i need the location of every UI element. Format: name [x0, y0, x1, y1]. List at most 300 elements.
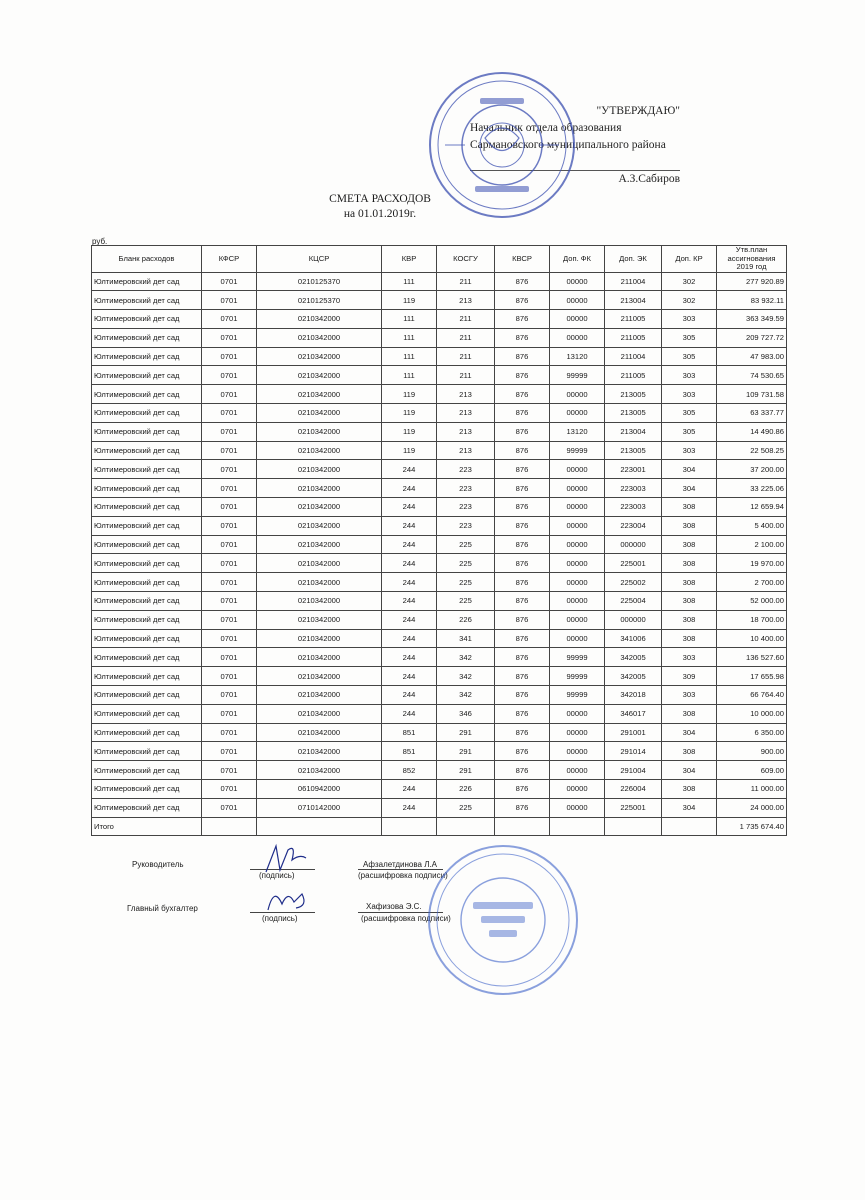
- table-cell: Юлтимеровский дет сад: [92, 592, 202, 611]
- table-cell: 0701: [202, 742, 257, 761]
- table-cell: 99999: [550, 441, 605, 460]
- table-cell: Юлтимеровский дет сад: [92, 723, 202, 742]
- table-cell: 136 527.60: [717, 648, 787, 667]
- table-cell: 291001: [605, 723, 662, 742]
- table-cell: 00000: [550, 629, 605, 648]
- table-cell: 876: [495, 742, 550, 761]
- column-header: Доп. КР: [662, 246, 717, 273]
- table-row: [92, 723, 787, 742]
- table-cell: 00000: [550, 272, 605, 291]
- table-cell: 66 764.40: [717, 686, 787, 705]
- table-cell: 00000: [550, 535, 605, 554]
- table-cell: 303: [662, 310, 717, 329]
- table-cell: 341: [437, 629, 495, 648]
- document-title: СМЕТА РАСХОДОВ: [329, 193, 431, 205]
- column-header: КОСГУ: [437, 246, 495, 273]
- table-cell: 213004: [605, 291, 662, 310]
- table-row: [92, 404, 787, 423]
- table-cell: 00000: [550, 573, 605, 592]
- table-cell: 223003: [605, 479, 662, 498]
- table-cell: 304: [662, 460, 717, 479]
- table-cell: 0701: [202, 535, 257, 554]
- table-cell: 308: [662, 573, 717, 592]
- table-cell: 876: [495, 535, 550, 554]
- table-cell: 225: [437, 592, 495, 611]
- table-cell: 13120: [550, 347, 605, 366]
- table-cell: 0701: [202, 385, 257, 404]
- table-cell: 0701: [202, 347, 257, 366]
- table-cell: 876: [495, 780, 550, 799]
- accountant-handwritten-signature: [262, 884, 312, 916]
- table-cell: 244: [382, 498, 437, 517]
- table-row: [92, 272, 787, 291]
- table-cell: Юлтимеровский дет сад: [92, 404, 202, 423]
- table-cell: 0210342000: [257, 347, 382, 366]
- table-cell: 291004: [605, 761, 662, 780]
- table-cell: Юлтимеровский дет сад: [92, 535, 202, 554]
- table-cell: 00000: [550, 780, 605, 799]
- head-name: Афзалетдинова Л.А: [363, 860, 438, 869]
- table-cell: 0701: [202, 310, 257, 329]
- table-cell: 876: [495, 610, 550, 629]
- table-cell: 11 000.00: [717, 780, 787, 799]
- table-cell: 0210342000: [257, 592, 382, 611]
- table-cell: 00000: [550, 385, 605, 404]
- table-cell: 244: [382, 798, 437, 817]
- table-cell: 303: [662, 385, 717, 404]
- table-cell: 341006: [605, 629, 662, 648]
- table-row: [92, 592, 787, 611]
- table-cell: 852: [382, 761, 437, 780]
- table-cell: Юлтимеровский дет сад: [92, 385, 202, 404]
- table-cell: 0210342000: [257, 535, 382, 554]
- table-cell: 0210342000: [257, 610, 382, 629]
- table-cell: 0210342000: [257, 667, 382, 686]
- table-cell: 00000: [550, 516, 605, 535]
- table-cell: 211004: [605, 347, 662, 366]
- table-cell: 308: [662, 704, 717, 723]
- table-cell: 308: [662, 780, 717, 799]
- column-header: КВСР: [495, 246, 550, 273]
- table-cell: 213: [437, 291, 495, 310]
- table-cell: [550, 817, 605, 836]
- table-cell: 0701: [202, 291, 257, 310]
- table-cell: 244: [382, 592, 437, 611]
- table-cell: 22 508.25: [717, 441, 787, 460]
- table-cell: 876: [495, 704, 550, 723]
- table-cell: 304: [662, 723, 717, 742]
- table-cell: 0210342000: [257, 366, 382, 385]
- currency-unit: руб.: [92, 237, 108, 246]
- table-row: [92, 535, 787, 554]
- table-cell: 305: [662, 328, 717, 347]
- table-cell: 223: [437, 516, 495, 535]
- table-cell: Юлтимеровский дет сад: [92, 742, 202, 761]
- table-cell: 244: [382, 610, 437, 629]
- table-cell: 303: [662, 648, 717, 667]
- table-cell: [605, 817, 662, 836]
- table-cell: Юлтимеровский дет сад: [92, 272, 202, 291]
- table-cell: Юлтимеровский дет сад: [92, 667, 202, 686]
- table-cell: 244: [382, 479, 437, 498]
- table-cell: 10 400.00: [717, 629, 787, 648]
- table-cell: 302: [662, 291, 717, 310]
- table-cell: 305: [662, 404, 717, 423]
- table-cell: 0701: [202, 573, 257, 592]
- table-cell: 876: [495, 648, 550, 667]
- table-cell: 876: [495, 328, 550, 347]
- table-cell: 00000: [550, 798, 605, 817]
- table-cell: 305: [662, 347, 717, 366]
- table-cell: Юлтимеровский дет сад: [92, 610, 202, 629]
- table-cell: 99999: [550, 667, 605, 686]
- table-cell: 18 700.00: [717, 610, 787, 629]
- table-cell: Юлтимеровский дет сад: [92, 704, 202, 723]
- table-cell: 223: [437, 460, 495, 479]
- table-cell: 308: [662, 629, 717, 648]
- table-cell: Юлтимеровский дет сад: [92, 629, 202, 648]
- table-cell: 851: [382, 742, 437, 761]
- table-cell: 0701: [202, 610, 257, 629]
- table-cell: Юлтимеровский дет сад: [92, 479, 202, 498]
- table-cell: Юлтимеровский дет сад: [92, 441, 202, 460]
- table-cell: 0701: [202, 422, 257, 441]
- table-cell: 19 970.00: [717, 554, 787, 573]
- approval-signer: А.З.Сабиров: [618, 173, 680, 185]
- table-cell: 00000: [550, 742, 605, 761]
- table-cell: 0210342000: [257, 404, 382, 423]
- table-cell: 876: [495, 592, 550, 611]
- table-cell: 119: [382, 291, 437, 310]
- table-cell: 876: [495, 516, 550, 535]
- accountant-decoding-caption: (расшифровка подписи): [361, 914, 451, 923]
- table-cell: 10 000.00: [717, 704, 787, 723]
- table-cell: 0210342000: [257, 723, 382, 742]
- table-cell: 0210342000: [257, 648, 382, 667]
- table-cell: 0210342000: [257, 686, 382, 705]
- table-cell: 0210342000: [257, 629, 382, 648]
- table-cell: 211005: [605, 366, 662, 385]
- table-cell: 225: [437, 573, 495, 592]
- table-cell: 47 983.00: [717, 347, 787, 366]
- table-cell: 309: [662, 667, 717, 686]
- table-cell: 223004: [605, 516, 662, 535]
- table-cell: 0210125370: [257, 272, 382, 291]
- table-cell: 244: [382, 535, 437, 554]
- table-cell: 0210125370: [257, 291, 382, 310]
- table-cell: 0210342000: [257, 460, 382, 479]
- table-cell: 346017: [605, 704, 662, 723]
- table-cell: 0210342000: [257, 761, 382, 780]
- table-cell: 213005: [605, 404, 662, 423]
- table-cell: [662, 817, 717, 836]
- table-row: [92, 798, 787, 817]
- table-cell: 876: [495, 723, 550, 742]
- table-row: [92, 516, 787, 535]
- column-header: КФСР: [202, 246, 257, 273]
- table-cell: Юлтимеровский дет сад: [92, 366, 202, 385]
- table-cell: 0701: [202, 460, 257, 479]
- table-cell: 00000: [550, 479, 605, 498]
- table-cell: 99999: [550, 366, 605, 385]
- table-cell: 876: [495, 667, 550, 686]
- head-role: Руководитель: [132, 860, 184, 869]
- table-cell: Юлтимеровский дет сад: [92, 648, 202, 667]
- table-cell: 000000: [605, 610, 662, 629]
- table-cell: 876: [495, 629, 550, 648]
- table-cell: Юлтимеровский дет сад: [92, 460, 202, 479]
- table-cell: 00000: [550, 592, 605, 611]
- table-cell: 244: [382, 516, 437, 535]
- table-row: [92, 667, 787, 686]
- table-cell: 226004: [605, 780, 662, 799]
- table-cell: 0701: [202, 516, 257, 535]
- table-cell: 74 530.65: [717, 366, 787, 385]
- accountant-role: Главный бухгалтер: [127, 904, 198, 913]
- total-row: [92, 817, 787, 836]
- table-cell: 876: [495, 272, 550, 291]
- table-cell: 0210342000: [257, 479, 382, 498]
- table-cell: 308: [662, 535, 717, 554]
- table-cell: 2 100.00: [717, 535, 787, 554]
- table-cell: 211004: [605, 272, 662, 291]
- table-cell: 308: [662, 554, 717, 573]
- table-cell: Юлтимеровский дет сад: [92, 310, 202, 329]
- approval-position-line2: Сармановского муниципального района: [470, 139, 666, 151]
- document-date: на 01.01.2019г.: [343, 208, 417, 220]
- table-cell: 33 225.06: [717, 479, 787, 498]
- table-cell: 363 349.59: [717, 310, 787, 329]
- table-cell: 119: [382, 385, 437, 404]
- table-cell: [257, 817, 382, 836]
- table-cell: [495, 817, 550, 836]
- table-cell: 213005: [605, 441, 662, 460]
- table-cell: 291014: [605, 742, 662, 761]
- table-cell: 244: [382, 648, 437, 667]
- table-row: [92, 704, 787, 723]
- table-cell: Юлтимеровский дет сад: [92, 328, 202, 347]
- table-cell: 0710142000: [257, 798, 382, 817]
- table-cell: 00000: [550, 761, 605, 780]
- table-cell: 0701: [202, 798, 257, 817]
- table-cell: [202, 817, 257, 836]
- table-cell: 226: [437, 780, 495, 799]
- table-cell: 876: [495, 385, 550, 404]
- table-cell: 342: [437, 648, 495, 667]
- table-cell: 0210342000: [257, 573, 382, 592]
- table-row: [92, 554, 787, 573]
- table-cell: 211: [437, 328, 495, 347]
- table-cell: 119: [382, 404, 437, 423]
- table-cell: Юлтимеровский дет сад: [92, 554, 202, 573]
- total-value: 1 735 674.40: [717, 817, 787, 836]
- kindergarten-stamp: [423, 840, 583, 1000]
- table-row: [92, 686, 787, 705]
- table-cell: 308: [662, 516, 717, 535]
- table-cell: 0701: [202, 441, 257, 460]
- accountant-name: Хафизова Э.С.: [366, 902, 422, 911]
- table-row: [92, 479, 787, 498]
- table-cell: 0701: [202, 704, 257, 723]
- table-cell: 00000: [550, 460, 605, 479]
- table-row: [92, 460, 787, 479]
- table-cell: 876: [495, 479, 550, 498]
- table-cell: 111: [382, 328, 437, 347]
- table-cell: 876: [495, 347, 550, 366]
- table-cell: 900.00: [717, 742, 787, 761]
- table-cell: 277 920.89: [717, 272, 787, 291]
- table-cell: Юлтимеровский дет сад: [92, 498, 202, 517]
- table-cell: 209 727.72: [717, 328, 787, 347]
- table-cell: Юлтимеровский дет сад: [92, 761, 202, 780]
- table-cell: 109 731.58: [717, 385, 787, 404]
- approval-position-line1: Начальник отдела образования: [470, 122, 622, 134]
- table-cell: 223003: [605, 498, 662, 517]
- table-cell: 000000: [605, 535, 662, 554]
- table-cell: 303: [662, 366, 717, 385]
- table-cell: Юлтимеровский дет сад: [92, 291, 202, 310]
- table-cell: 0210342000: [257, 498, 382, 517]
- table-cell: 244: [382, 554, 437, 573]
- table-cell: 83 932.11: [717, 291, 787, 310]
- table-cell: 0701: [202, 479, 257, 498]
- table-row: [92, 291, 787, 310]
- table-cell: 876: [495, 498, 550, 517]
- table-cell: 304: [662, 761, 717, 780]
- table-cell: 213: [437, 422, 495, 441]
- table-cell: 0701: [202, 498, 257, 517]
- table-cell: Юлтимеровский дет сад: [92, 516, 202, 535]
- table-cell: 213: [437, 404, 495, 423]
- table-cell: 225: [437, 798, 495, 817]
- table-cell: 0701: [202, 328, 257, 347]
- table-cell: 876: [495, 761, 550, 780]
- table-cell: 876: [495, 798, 550, 817]
- table-cell: 876: [495, 422, 550, 441]
- table-cell: 876: [495, 366, 550, 385]
- table-cell: 211: [437, 272, 495, 291]
- table-cell: 0701: [202, 366, 257, 385]
- table-cell: 0701: [202, 404, 257, 423]
- table-cell: 291: [437, 723, 495, 742]
- table-cell: 213004: [605, 422, 662, 441]
- table-cell: 225002: [605, 573, 662, 592]
- table-cell: 24 000.00: [717, 798, 787, 817]
- table-cell: 00000: [550, 404, 605, 423]
- head-handwritten-signature: [262, 842, 310, 876]
- table-cell: 308: [662, 498, 717, 517]
- table-row: [92, 648, 787, 667]
- table-cell: 876: [495, 686, 550, 705]
- table-cell: 225001: [605, 554, 662, 573]
- table-cell: 111: [382, 366, 437, 385]
- table-cell: 63 337.77: [717, 404, 787, 423]
- table-cell: 0210342000: [257, 554, 382, 573]
- total-label: Итого: [92, 817, 202, 836]
- table-cell: Юлтимеровский дет сад: [92, 422, 202, 441]
- table-cell: 00000: [550, 554, 605, 573]
- table-cell: 244: [382, 460, 437, 479]
- table-cell: 223001: [605, 460, 662, 479]
- table-cell: 211: [437, 366, 495, 385]
- table-cell: 0210342000: [257, 385, 382, 404]
- table-cell: 609.00: [717, 761, 787, 780]
- head-decoding-caption: (расшифровка подписи): [358, 871, 448, 880]
- table-cell: 244: [382, 573, 437, 592]
- table-cell: Юлтимеровский дет сад: [92, 573, 202, 592]
- table-cell: 851: [382, 723, 437, 742]
- table-row: [92, 498, 787, 517]
- table-cell: 00000: [550, 723, 605, 742]
- table-row: [92, 573, 787, 592]
- column-header: КЦСР: [257, 246, 382, 273]
- table-cell: 223: [437, 498, 495, 517]
- table-row: [92, 422, 787, 441]
- table-cell: 303: [662, 686, 717, 705]
- table-cell: 211: [437, 310, 495, 329]
- column-header: Утв.план ассигнования 2019 год: [717, 246, 787, 273]
- table-row: [92, 742, 787, 761]
- table-cell: 213: [437, 441, 495, 460]
- table-row: [92, 761, 787, 780]
- table-cell: 342: [437, 686, 495, 705]
- table-cell: 244: [382, 667, 437, 686]
- table-cell: 111: [382, 272, 437, 291]
- expense-table: [91, 245, 787, 836]
- table-cell: 0701: [202, 648, 257, 667]
- table-cell: 305: [662, 422, 717, 441]
- head-signature-caption: (подпись): [259, 871, 295, 880]
- table-cell: 244: [382, 686, 437, 705]
- table-cell: 876: [495, 460, 550, 479]
- table-cell: 14 490.86: [717, 422, 787, 441]
- table-cell: 225001: [605, 798, 662, 817]
- table-cell: 99999: [550, 648, 605, 667]
- table-cell: 0610942000: [257, 780, 382, 799]
- table-row: [92, 328, 787, 347]
- table-cell: 00000: [550, 328, 605, 347]
- table-cell: 111: [382, 310, 437, 329]
- table-cell: 342005: [605, 648, 662, 667]
- table-cell: 342005: [605, 667, 662, 686]
- table-cell: 0210342000: [257, 516, 382, 535]
- table-cell: 308: [662, 592, 717, 611]
- table-row: [92, 310, 787, 329]
- table-cell: 111: [382, 347, 437, 366]
- column-header: Доп. ФК: [550, 246, 605, 273]
- table-cell: 304: [662, 479, 717, 498]
- table-cell: Юлтимеровский дет сад: [92, 347, 202, 366]
- table-cell: 13120: [550, 422, 605, 441]
- table-cell: 226: [437, 610, 495, 629]
- table-row: [92, 780, 787, 799]
- column-header: Доп. ЭК: [605, 246, 662, 273]
- table-cell: 0210342000: [257, 422, 382, 441]
- table-cell: 211005: [605, 328, 662, 347]
- table-cell: 99999: [550, 686, 605, 705]
- document-title-block: [300, 192, 460, 222]
- table-cell: 0701: [202, 780, 257, 799]
- table-cell: Юлтимеровский дет сад: [92, 798, 202, 817]
- table-cell: 291: [437, 761, 495, 780]
- table-cell: 119: [382, 441, 437, 460]
- table-row: [92, 385, 787, 404]
- table-cell: 303: [662, 441, 717, 460]
- table-cell: 0701: [202, 667, 257, 686]
- table-cell: 225004: [605, 592, 662, 611]
- table-cell: 00000: [550, 704, 605, 723]
- table-cell: 302: [662, 272, 717, 291]
